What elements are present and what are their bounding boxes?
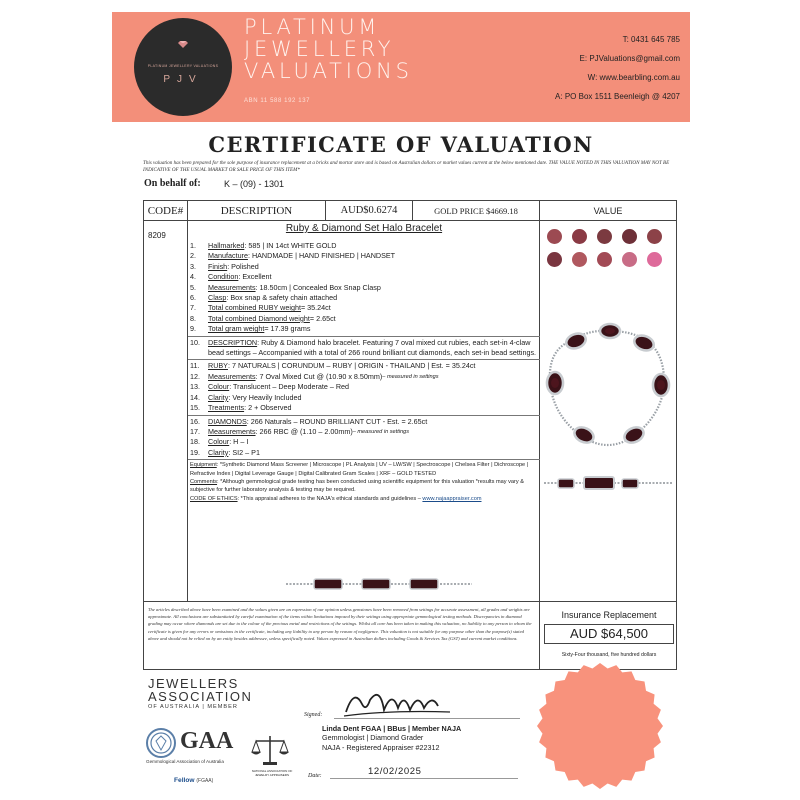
separator	[188, 359, 540, 360]
divider	[187, 201, 188, 221]
colour-swatch	[572, 252, 587, 267]
ruby-row: 11. RUBY : 7 NATURALS | CORUNDUM – RUBY | ORIGIN - THAILAND | Est. = 35.24ct	[190, 361, 476, 371]
comments: Comments: *Although gemmological grade testing has been conducted using scientific equipment for this valuation *results may vary & subjective for further laboratory analysis & testing may be required.	[190, 478, 524, 494]
separator	[188, 415, 540, 416]
colour-swatch	[547, 252, 562, 267]
ja-subtitle: OF AUSTRALIA | MEMBER	[148, 704, 238, 710]
ruby-row: 14. Clarity : Very Heavily Included	[190, 392, 302, 402]
equipment-list: Equipment: *Synthetic Diamond Mass Screener | Microscope | PL Analysis | UV – LW/SW | Spectroscope | Chelsea Filter | Dichroscope | Refractive Index | Digital Leverage Gauge | Digital Calibrated Gram Scales | XRF – GOLD TESTED	[190, 462, 529, 477]
brand-line-3: VALUATIONS	[244, 59, 413, 83]
signer-role: Gemmologist | Diamond Grader	[322, 733, 424, 743]
signature-line	[334, 718, 520, 719]
certificate-page	[112, 12, 690, 790]
ruby-row: 15. Treatments : 2 + Observed	[190, 403, 292, 413]
header-description: DESCRIPTION	[188, 201, 325, 221]
separator	[188, 336, 540, 337]
insurance-label: Insurance Replacement	[561, 610, 657, 620]
ruby-row: 12. Measurements : 7 Oval Mixed Cut @ (10.90 x 8.50mm) – measured in settings	[190, 371, 439, 381]
abn-number: ABN 11 588 192 137	[244, 98, 311, 104]
fellow-label: Fellow (FGAA)	[174, 777, 214, 784]
jewellers-association-logo	[148, 677, 252, 703]
brand-line-2: JEWELLERY	[244, 37, 395, 61]
gaa-subtitle: Gemmological Association of Australia	[146, 759, 224, 764]
colour-swatch	[597, 252, 612, 267]
bracelet-photo	[540, 311, 676, 461]
spec-row: 3. Finish : Polished	[190, 261, 259, 271]
naja-link[interactable]: www.najaappraiser.com	[422, 495, 482, 502]
header-value: VALUE	[540, 201, 676, 221]
header-code: CODE#	[144, 201, 187, 221]
company-logo	[134, 18, 232, 116]
date-label: Date:	[308, 773, 322, 779]
colour-swatch	[647, 252, 662, 267]
code-of-ethics: CODE OF ETHICS: *This appraisal adheres to the NAJA's ethical standards and guidelines – www.najaappraiser.com	[190, 495, 482, 502]
insurance-amount: AUD $64,500	[544, 624, 674, 644]
contact-details	[555, 30, 680, 106]
intro-text: This valuation has been prepared for the sole purpose of insurance replacement at a bricks and mortar store and is based on Australian dollars or market values current at the below mentioned date. THE VALUE NOTED IN THIS VALUATION MAY NOT BE INDICATIVE OF THE USUAL MARKET OR SALE PRICE OF THIS ITEM*	[143, 160, 670, 173]
header-aud-rate: AUD$0.6274	[326, 201, 412, 221]
signer-registration: NAJA - Registered Appraiser #22312	[322, 742, 440, 752]
gaa-globe-icon	[146, 728, 176, 758]
spec-row: 8. Total combined Diamond weight = 2.65ct	[190, 313, 336, 323]
disclaimer: The articles described above have been examined and the values given are an expression of our opinion unless gemstones have been removed from settings for accurate assessment, all grades and weights are approximate. All conclusions are substantiated by careful examination of the items within limitations imposed by their settings using appropriate gemmological testing methods. Discrepancies in diamond grading may occur where diamonds are set due to the colour of the precious metal and restrictions of the settings. Whilst all care has been taken in making this valuation, no liability to any person to whom the certificate is given for any errors or omissions in the certificate, including any liability to any person by reason of negligence. This valuation is not suitable for any purpose other than the purpose(s) stated above and should not be relied on by an entity besides addressee, unless specifically noted. Values expressed in Australian dollars including Goods & Services Tax (GST) and current market conditions.	[143, 602, 539, 670]
date-value: 12/02/2025	[368, 766, 422, 777]
gaa-logo: GAA	[180, 728, 234, 754]
gem-icon	[178, 38, 188, 48]
signer-name: Linda Dent FGAA | BBus | Member NAJA	[322, 724, 462, 733]
address: A: PO Box 1511 Beenleigh @ 4207	[555, 92, 680, 101]
diamond-row: 19. Clarity : SI2 – P1	[190, 447, 260, 457]
scales-of-justice-icon	[250, 732, 290, 768]
item-title: Ruby & Diamond Set Halo Bracelet	[285, 223, 443, 234]
phone: T: 0431 645 785	[622, 35, 680, 44]
signer-details	[322, 724, 461, 752]
header-gold-price: GOLD PRICE $4669.18	[413, 201, 539, 221]
website: W: www.bearbling.com.au	[587, 73, 680, 82]
brand-name	[244, 16, 413, 82]
diamond-row: 18. Colour : H – I	[190, 437, 249, 447]
spec-row: 7. Total combined RUBY weight = 35.24ct	[190, 303, 331, 313]
date-line	[330, 778, 518, 779]
colour-swatch	[647, 229, 662, 244]
insurance-amount-words: Sixty-Four thousand, five hundred dollars	[561, 652, 657, 658]
spec-row: 6. Clasp : Box snap & safety chain attached	[190, 293, 338, 303]
colour-swatch	[597, 229, 612, 244]
divider	[325, 201, 326, 221]
bracelet-flat-photo	[284, 577, 474, 591]
divider	[412, 201, 413, 221]
spec-row: 1. Hallmarked : 585 | IN 14ct WHITE GOLD	[190, 241, 337, 250]
divider	[187, 221, 188, 602]
logo-initials: PJV	[163, 74, 203, 85]
insurance-box	[539, 602, 677, 670]
naja-subtitle: NATIONAL ASSOCIATION OF JEWELRY APPRAISERS	[251, 769, 293, 777]
ja-line-1: JEWELLERS	[148, 676, 239, 691]
valuation-table	[143, 200, 677, 602]
spec-row: 2. Manufacture : HANDMADE | HAND FINISHED | HANDSET	[190, 251, 396, 261]
behalf-label: On behalf of:	[144, 178, 201, 189]
logo-tagline: PLATINUM JEWELLERY VALUATIONS	[147, 64, 219, 68]
behalf-value: K – (09) - 1301	[224, 179, 285, 189]
header-banner	[112, 12, 690, 122]
colour-swatch	[572, 229, 587, 244]
bracelet-side-photo	[540, 471, 676, 501]
colour-swatch	[547, 229, 562, 244]
spec-row: 4. Condition : Excellent	[190, 272, 272, 282]
diamond-row: 17. Measurements : 266 RBC @ (1.10 – 2.00mm) – measured in settings	[190, 426, 410, 436]
diamond-row: 16. DIAMONDS : 266 Naturals – ROUND BRILLIANT CUT - Est. = 2.65ct	[190, 416, 428, 426]
separator	[188, 459, 540, 460]
item-details	[190, 241, 538, 503]
signature	[340, 682, 460, 722]
brand-line-1: PLATINUM	[244, 15, 381, 39]
email: E: PJValuations@gmail.com	[579, 54, 680, 63]
colour-swatch	[622, 252, 637, 267]
certificate-title: CERTIFICATE OF VALUATION	[208, 132, 594, 157]
spec-row: 9. Total gram weight = 17.39 grams	[190, 324, 311, 334]
official-seal	[536, 662, 664, 790]
spec-row: 5. Measurements : 18.50cm | Concealed Box Snap Clasp	[190, 282, 381, 292]
colour-swatch	[622, 229, 637, 244]
ja-line-2: ASSOCIATION	[148, 689, 253, 704]
signed-label: Signed:	[304, 712, 323, 718]
description-row: 10. DESCRIPTION: Ruby & Diamond halo bracelet. Featuring 7 oval mixed cut rubies, each set-in 4-claw bead settings – Accompanied with a total of 266 round brilliant cut diamonds, each set-in bead settings.	[190, 337, 537, 358]
ruby-row: 13. Colour : Translucent – Deep Moderate – Red	[190, 382, 350, 392]
item-code: 8209	[148, 231, 166, 240]
